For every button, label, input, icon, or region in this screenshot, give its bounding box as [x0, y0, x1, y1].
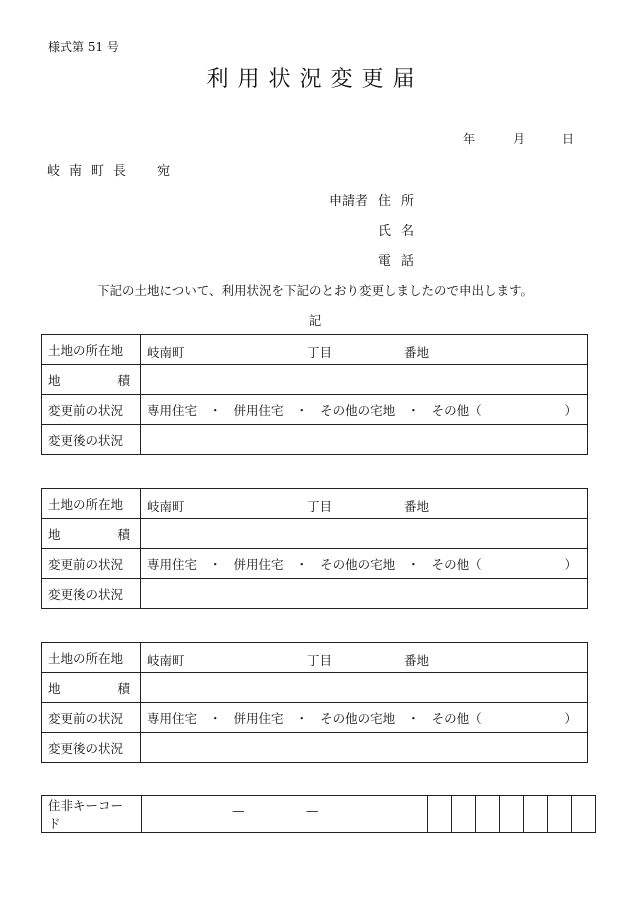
area-label: 地 積: [42, 673, 141, 703]
location-chome: 丁目: [307, 345, 333, 360]
location-chome: 丁目: [307, 653, 333, 668]
separator: ・: [295, 402, 309, 418]
document-title: 利用状況変更届: [206, 67, 424, 92]
after-field[interactable]: [141, 425, 588, 455]
location-town: 岐南町: [147, 653, 185, 668]
area-field[interactable]: [141, 365, 588, 395]
after-label: 変更後の状況: [42, 733, 141, 763]
location-banchi: 番地: [404, 653, 430, 668]
keycode-box-1[interactable]: [428, 796, 452, 833]
option-combined-house[interactable]: 併用住宅: [233, 556, 284, 572]
keycode-field[interactable]: [142, 796, 428, 833]
keycode-box-2[interactable]: [452, 796, 476, 833]
keycode-table: [41, 795, 596, 833]
after-row: [42, 733, 588, 763]
before-options: [141, 549, 588, 579]
area-field[interactable]: [141, 673, 588, 703]
location-town: 岐南町: [147, 499, 185, 514]
option-other-residential-land[interactable]: その他の宅地: [320, 710, 396, 726]
separator: ・: [407, 402, 420, 418]
location-banchi: 番地: [404, 345, 430, 360]
option-dedicated-house[interactable]: 専用住宅: [147, 402, 198, 418]
before-row: [42, 703, 588, 733]
before-options: [141, 395, 588, 425]
keycode-label: 住非キーコード: [42, 796, 142, 833]
location-town: 岐南町: [147, 345, 185, 360]
before-label: 変更前の状況: [42, 703, 141, 733]
separator: ・: [295, 710, 309, 726]
after-field[interactable]: [141, 579, 588, 609]
applicant-phone-label: 電話: [378, 254, 425, 269]
option-other-residential-land[interactable]: その他の宅地: [320, 556, 396, 572]
keycode-box-3[interactable]: [476, 796, 500, 833]
option-other-residential-land[interactable]: その他の宅地: [320, 402, 396, 418]
location-row: [42, 335, 588, 365]
area-row: [42, 365, 588, 395]
before-label: 変更前の状況: [42, 549, 141, 579]
before-label: 変更前の状況: [42, 395, 141, 425]
paren-close: ）: [564, 402, 577, 418]
separator: ・: [295, 556, 309, 572]
after-row: [42, 579, 588, 609]
option-dedicated-house[interactable]: 専用住宅: [147, 710, 198, 726]
date-year-label: 年: [463, 132, 476, 146]
form-number: 様式第 51 号: [48, 40, 119, 54]
land-table-1: [41, 334, 588, 455]
keycode-box-4[interactable]: [500, 796, 524, 833]
option-other[interactable]: その他（: [431, 402, 482, 418]
location-field[interactable]: [141, 489, 588, 519]
keycode-dash-2: —: [306, 803, 319, 818]
location-field[interactable]: [141, 643, 588, 673]
location-row: [42, 489, 588, 519]
land-table-3: [41, 642, 588, 763]
applicant-label: 申請者: [329, 194, 369, 209]
keycode-box-5[interactable]: [524, 796, 548, 833]
location-row: [42, 643, 588, 673]
keycode-dash-1: —: [232, 803, 245, 818]
area-label: 地 積: [42, 519, 141, 549]
separator: ・: [209, 402, 222, 418]
addressee: 岐南町長 宛: [47, 164, 180, 179]
after-label: 変更後の状況: [42, 425, 141, 455]
after-row: [42, 425, 588, 455]
before-options: [141, 703, 588, 733]
land-table-2: [41, 488, 588, 609]
location-label: 土地の所在地: [42, 643, 141, 673]
area-field[interactable]: [141, 519, 588, 549]
location-chome: 丁目: [307, 499, 333, 514]
applicant-address-label: 住所: [378, 194, 425, 209]
location-label: 土地の所在地: [42, 335, 141, 365]
option-other[interactable]: その他（: [431, 710, 482, 726]
area-label: 地 積: [42, 365, 141, 395]
separator: ・: [407, 556, 420, 572]
paren-close: ）: [564, 710, 577, 726]
area-row: [42, 519, 588, 549]
before-row: [42, 395, 588, 425]
statement-text: 下記の土地について、利用状況を下記のとおり変更しましたので申出します。: [96, 283, 533, 298]
date-month-label: 月: [513, 132, 526, 146]
option-combined-house[interactable]: 併用住宅: [233, 402, 284, 418]
location-field[interactable]: [141, 335, 588, 365]
after-field[interactable]: [141, 733, 588, 763]
location-banchi: 番地: [404, 499, 430, 514]
location-label: 土地の所在地: [42, 489, 141, 519]
separator: ・: [407, 710, 420, 726]
option-dedicated-house[interactable]: 専用住宅: [147, 556, 198, 572]
option-other[interactable]: その他（: [431, 556, 482, 572]
keycode-box-7[interactable]: [572, 796, 596, 833]
area-row: [42, 673, 588, 703]
separator: ・: [209, 556, 222, 572]
keycode-row: [42, 796, 596, 833]
ki-heading: 記: [308, 313, 322, 328]
before-row: [42, 549, 588, 579]
applicant-name-label: 氏名: [378, 224, 425, 239]
paren-close: ）: [564, 556, 577, 572]
date-day-label: 日: [562, 132, 575, 146]
keycode-box-6[interactable]: [548, 796, 572, 833]
option-combined-house[interactable]: 併用住宅: [233, 710, 284, 726]
separator: ・: [209, 710, 222, 726]
after-label: 変更後の状況: [42, 579, 141, 609]
